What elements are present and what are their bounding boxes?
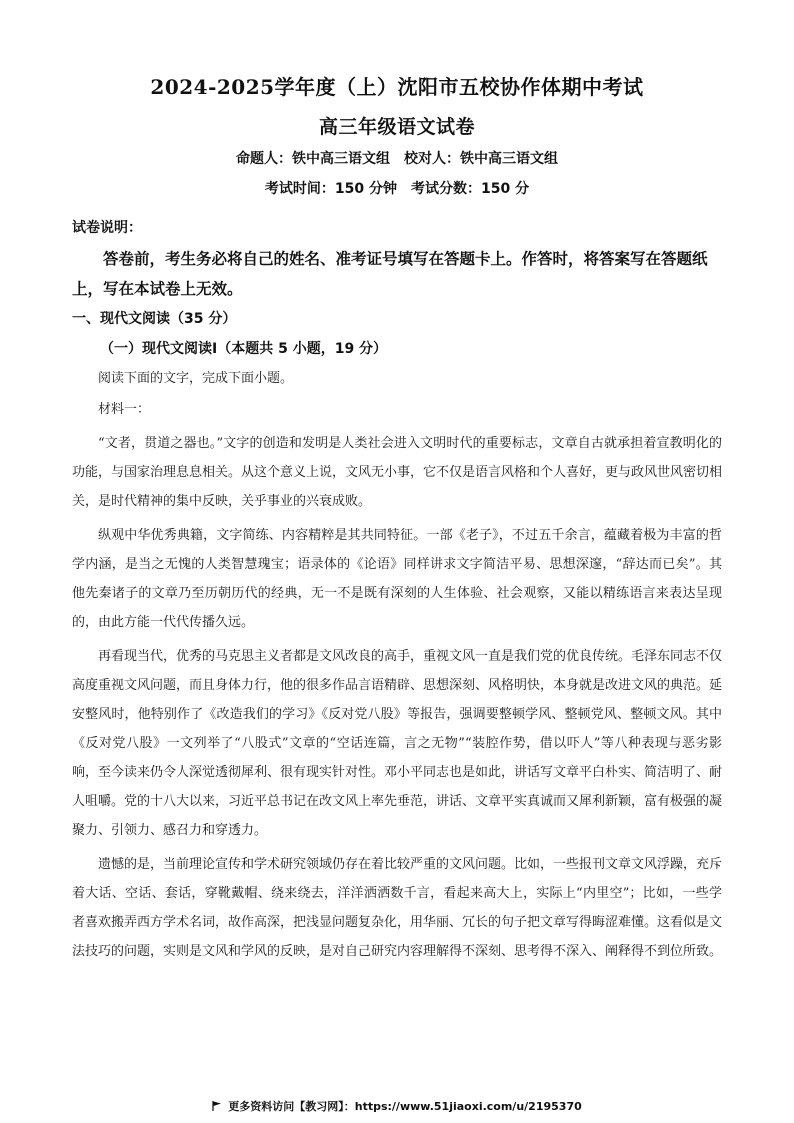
page-footer [0,1098,794,1114]
author-text: 命题人：铁中高三语文组 [236,151,390,167]
footer-link[interactable]: https://www.51jiaoxi.com/u/2195370 [354,1100,582,1113]
material-label: 材料一： [98,402,151,417]
instructions-label: 试卷说明： [72,220,142,236]
passage-paragraph-1: “文者，贯道之器也。”文字的创造和发明是人类社会进入文明时代的重要标志，文章自古就承担着宣教明化的功能，与国家治理息息相关。从这个意义上说，文风无小事，它不仅是语言风格和个人喜好，更与政风世风密切相关，是时代精神的集中反映，关乎事业的兴衰成败。 [72,436,723,509]
instructions-text: 答卷前，考生务必将自己的姓名、准考证号填写在答题卡上。作答时，将答案写在答题纸上，写在本试卷上无效。 [72,250,708,298]
passage-paragraph-4: 遗憾的是，当前理论宣传和学术研究领域仍存在着比较严重的文风问题。比如，一些报刊文章文风浮躁，充斥着大话、空话、套话，穿靴戴帽、绕来绕去，洋洋洒洒数千言，看起来高大上，实际上“内里空”；比如，一些学者喜欢搬弄西方学术名词，故作高深，把浅显问题复杂化，用华丽、冗长的句子把文章写得晦涩难懂。这看似是文法技巧的问题，实则是文风和学风的反映，是对自己研究内容理解得不深刻、思考得不深入、阐释得不到位所致。 [72,857,723,959]
exam-title: 2024-2025学年度（上）沈阳市五校协作体期中考试 [150,75,644,99]
footer-text: 更多资料访问【教习网】： [228,1100,355,1113]
reading-passage [72,364,722,966]
subsection-heading: （一）现代文阅读Ⅰ（本题共 5 小题，19 分） [100,341,388,357]
exam-info-line [72,176,722,202]
checker-text: 校对人：铁中高三语文组 [404,151,558,167]
passage-paragraph-3: 再看现当代，优秀的马克思主义者都是文风改良的高手，重视文风一直是我们党的优良传统。毛泽东同志不仅高度重视文风问题，而且身体力行，他的很多作品言语精辟、思想深刻、风格明快，本身就是改进文风的典范。延安整风时，他特别作了《改造我们的学习》《反对党八股》等报告，强调要整顿学风、整顿党风、整顿文风。其中《反对党八股》一文列举了“八股式”文章的“空话连篇，言之无物”“装腔作势，借以吓人”等八种表现与恶劣影响，至今读来仍令人深觉透彻犀利、很有现实针对性。邓小平同志也是如此，讲话写文章平白朴实、简洁明了、耐人咀嚼。党的十八大以来，习近平总书记在改文风上率先垂范，讲话、文章平实真诚而又犀利新颖，富有极强的凝聚力、引领力、感召力和穿透力。 [72,649,723,838]
exam-subtitle: 高三年级语文试卷 [318,116,475,138]
passage-paragraph-2: 纵观中华优秀典籍，文字简练、内容精粹是其共同特征。一部《老子》，不过五千余言，蕴藏着极为丰富的哲学内涵，是当之无愧的人类智慧瑰宝；语录体的《论语》同样讲求文字简洁平易、思想深邃，“辞达而已矣”。其他先秦诸子的文章乃至历朝历代的经典，无一不是既有深刻的人生体验、社会观察，又能以精练语言来表达呈现的，由此方能一代代传播久远。 [72,528,722,630]
flag-icon [212,1101,222,1111]
reading-prompt: 阅读下面的文字，完成下面小题。 [98,371,294,386]
author-line [72,146,722,172]
exam-score-text: 考试分数：150 分 [411,181,530,197]
exam-time-text: 考试时间：150 分钟 [264,181,397,197]
section-heading: 一、现代文阅读（35 分） [72,311,237,327]
